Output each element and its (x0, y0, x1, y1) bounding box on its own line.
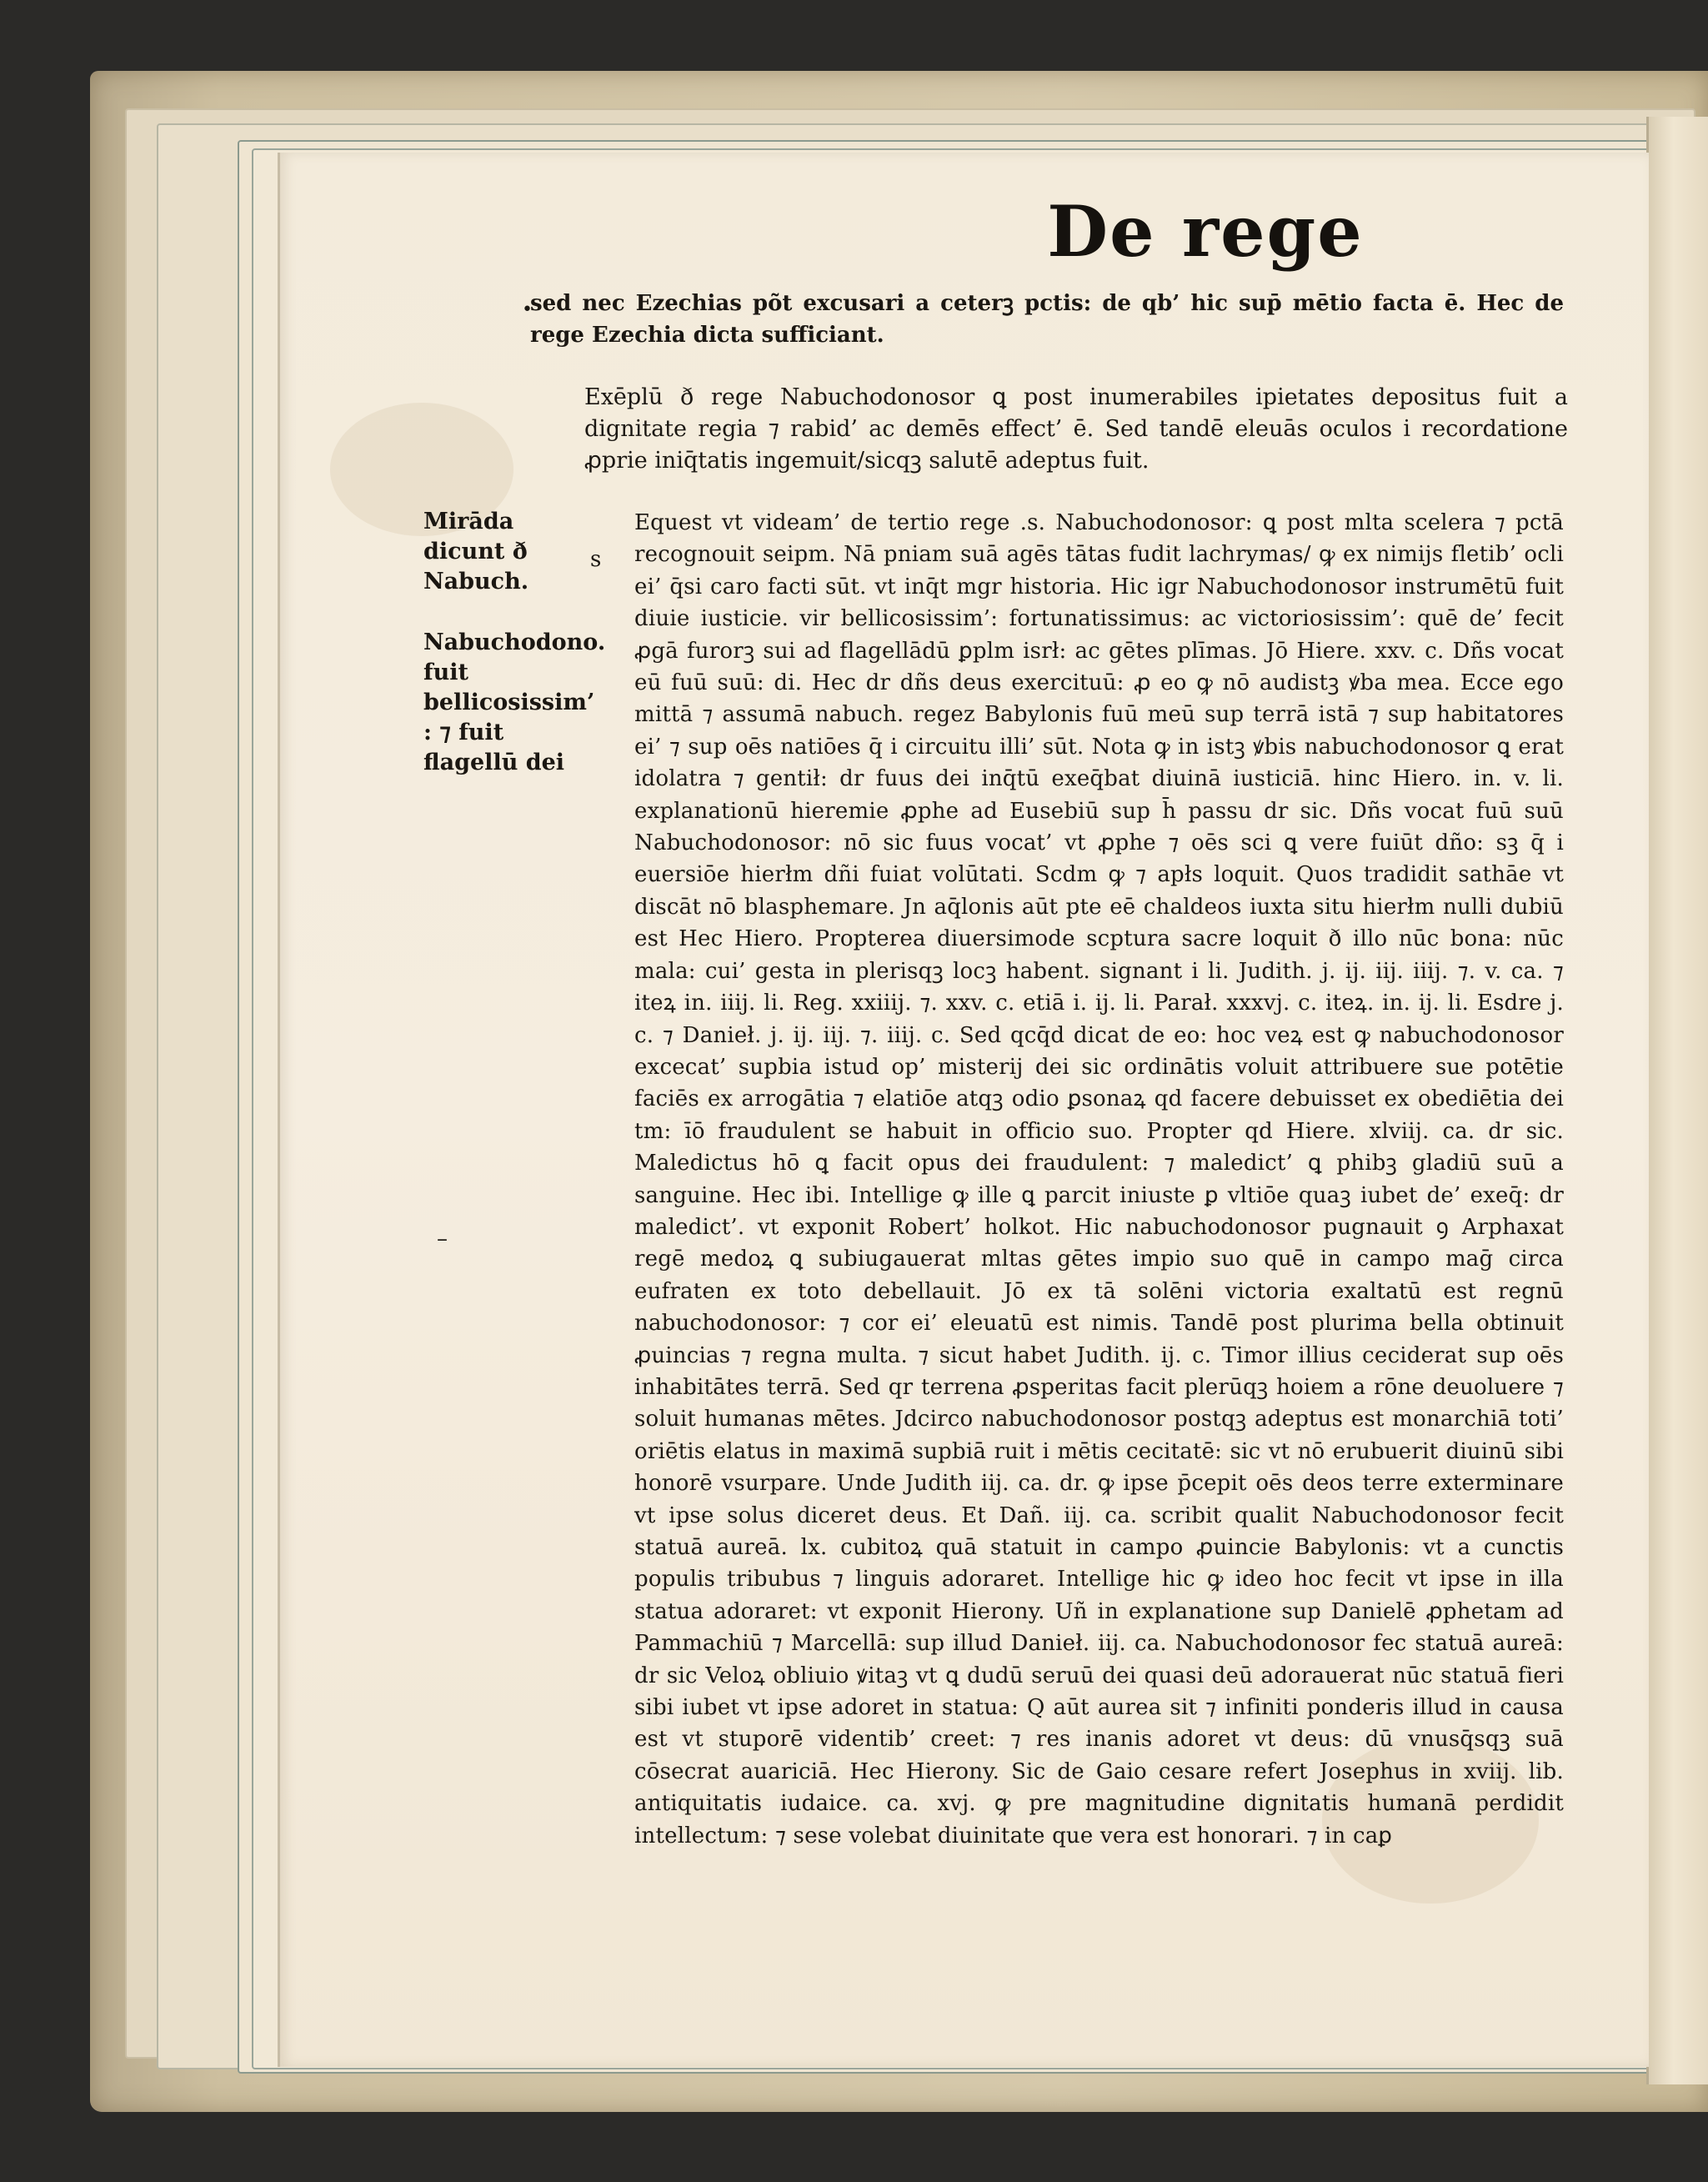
margin-note: Mirāda dicunt ð Nabuch. (423, 509, 529, 594)
margin-note: Nabuchodono. fuit bellicosissim’ : ⁊ fuit flagellū dei (423, 630, 606, 775)
section-mark: s (590, 547, 602, 572)
body-text (634, 507, 1564, 1852)
margin-dash: – (437, 1226, 448, 1252)
facing-page-edge (1646, 117, 1708, 2084)
bullet-mark: • (522, 299, 533, 320)
book-page (278, 153, 1649, 2067)
body-paragraph: Equest vt videam’ de tertio rege .s. Nabuchodonosor: ꝗ post mlta scelera ⁊ pctā recognouit seipm. Nā pniam suā agēs tātas fudit lachrymas/ ꝙ ex nimijs fletib’ ocli ei’ q̄si caro facti sūt. vt inq̄t mgr historia. Hic igr Nabuchodonosor instrumētū fuit diuie iusticie. vir bellicosissim’: fortunatissimus: ac victoriosissim’: quē de’ fecit ꝓgā furorꝫ sui ad flagellādū ꝑplm isrł: ac gētes plīmas. Jō Hiere. xxv. c. Dñs vocat eū fuū suū: di. Hec dr dñs deus exercituū: ꝓ eo ꝙ nō audistꝫ ꝟba mea. Ecce ego mittā ⁊ assumā nabuch. regez Babylonis fuū meū sup terrā istā ⁊ sup habitatores ei’ ⁊ sup oēs natiōes q̄ i circuitu illi’ sūt. Nota ꝙ in istꝫ ꝟbis nabuchodonosor ꝗ erat idolatra ⁊ gentił: dr fuus dei inq̄tū exeq̄bat diuinā iusticiā. hinc Hiero. in. v. li. explanationū hieremie ꝓphe ad Eusebiū sup h̄ passu dr sic. Dñs vocat fuū suū Nabuchodonosor: nō sic fuus vocat’ vt ꝓphe ⁊ oēs sci ꝗ vere fuiūt dño: sꝫ q̄ i euersiōe hierłm dñi fuiat volūtati. Scdm ꝙ ⁊ apłs loquit. Quos tradidit sathāe vt discāt nō blasphemare. Jn aq̄lonis aūt pte eē chaldeos iuxta situ hierłm nulli dubiū est Hec Hiero. Propterea diuersimode scptura sacre loquit ð illo nūc bona: nūc mala: cui’ gesta in plerisqꝫ locꝫ habent. signant i li. Judith. j. ij. iij. iiij. ⁊. v. ca. ⁊ iteꝝ in. iiij. li. Reg. xxiiij. ⁊. xxv. c. etiā i. ij. li. Parał. xxxvj. c. iteꝝ. in. ij. li. Esdre j. c. ⁊ Danieł. j. ij. iij. ⁊. iiij. c. Sed qcq̄d dicat de eo: hoc veꝝ est ꝙ nabuchodonosor excecat’ supbia istud op’ misterij dei sic ordinātis voluit attribuere sue potētie faciēs ex arrogātia ⁊ elatiōe atqꝫ odio ꝑsonaꝝ qd facere debuisset ex obediētia dei tm: īō fraudulent se habuit in officio suo. Propter qd Hiere. xlviij. ca. dr sic. Maledictus hō ꝗ facit opus dei fraudulent: ⁊ maledict’ ꝗ phibꝫ gladiū suū a sanguine. Hec ibi. Intellige ꝙ ille ꝗ parcit iniuste ꝑ vltiōe quaꝫ iubet de’ exeq̄: dr maledict’. vt exponit Robert’ holkot. Hic nabuchodonosor pugnauit ꝯ Arphaxat regē medoꝝ ꝗ subiugauerat mltas gētes impio suo quē in campo maḡ circa eufraten ex toto debellauit. Jō ex tā solēni victoria exaltatū est regnū nabuchodonosor: ⁊ cor ei’ eleuatū est nimis. Tandē post plurima bella obtinuit ꝓuincias ⁊ regna multa. ⁊ sicut habet Judith. ij. c. Timor illius ceciderat sup oēs inhabitātes terrā. Sed qr terrena ꝓsperitas facit plerūqꝫ hoiem a rōne deuoluere ⁊ soluit humanas mētes. Jdcirco nabuchodonosor postqꝫ adeptus est monarchiā toti’ oriētis elatus in maximā supbiā ruit i mētis cecitatē: sic vt nō erubuerit diuinū sibi honorē vsurpare. Unde Judith iij. ca. dr. ꝙ ipse p̄cepit oēs deos terre exterminare vt ipse solus diceret deus. Et Dañ. iij. ca. scribit qualit Nabuchodonosor fecit statuā aureā. lx. cubitoꝝ quā statuit in campo ꝓuincie Babylonis: vt a cunctis populis tribubus ⁊ linguis adoraret. Intellige hic ꝙ ideo hoc fecit vt ipse in illa statua adoraret: vt exponit Hierony. Uñ in explanatione sup Danielē ꝓphetam ad Pammachiū ⁊ Marcellā: sup illud Danieł. iij. ca. Nabuchodonosor fec statuā aureā: dr sic Veloꝝ obliuio ꝟitaꝫ vt ꝗ dudū seruū dei quasi deū adorauerat nūc statuā fieri sibi iubet vt ipse adoret in statua: Q aūt aurea sit ⁊ infiniti ponderis illud in causa est vt stuporē videntib’ creet: ⁊ res inanis adoret vt deus: dū vnusq̄sqꝫ suā cōsecrat auariciā. Hec Hierony. Sic de Gaio cesare refert Josephus in xviij. lib. antiquitatis iudaice. ca. xvj. ꝙ pre magnitudine dignitatis humanā perdidit intellectum: ⁊ sese volebat diuinitate que vera est honorari. ⁊ in caꝑ (634, 510, 1564, 1848)
running-head: De rege (1047, 190, 1364, 273)
lead-paragraph: sed nec Ezechias põt excusari a ceterꝫ pctis: de qb’ hic sup̄ mētio facta ē. Hec de rege Ezechia dicta sufficiant. (530, 291, 1564, 348)
section-summary: Exēplū ð rege Nabuchodonosor ꝗ post inumerabiles ipietates depositus fuit a dignitate regia ⁊ rabid’ ac demēs effect’ ē. Sed tandē eleuās oculos i recordatione ꝓprie iniq̄tatis ingemuit/sicqꝫ salutē adeptus fuit. (584, 384, 1568, 474)
